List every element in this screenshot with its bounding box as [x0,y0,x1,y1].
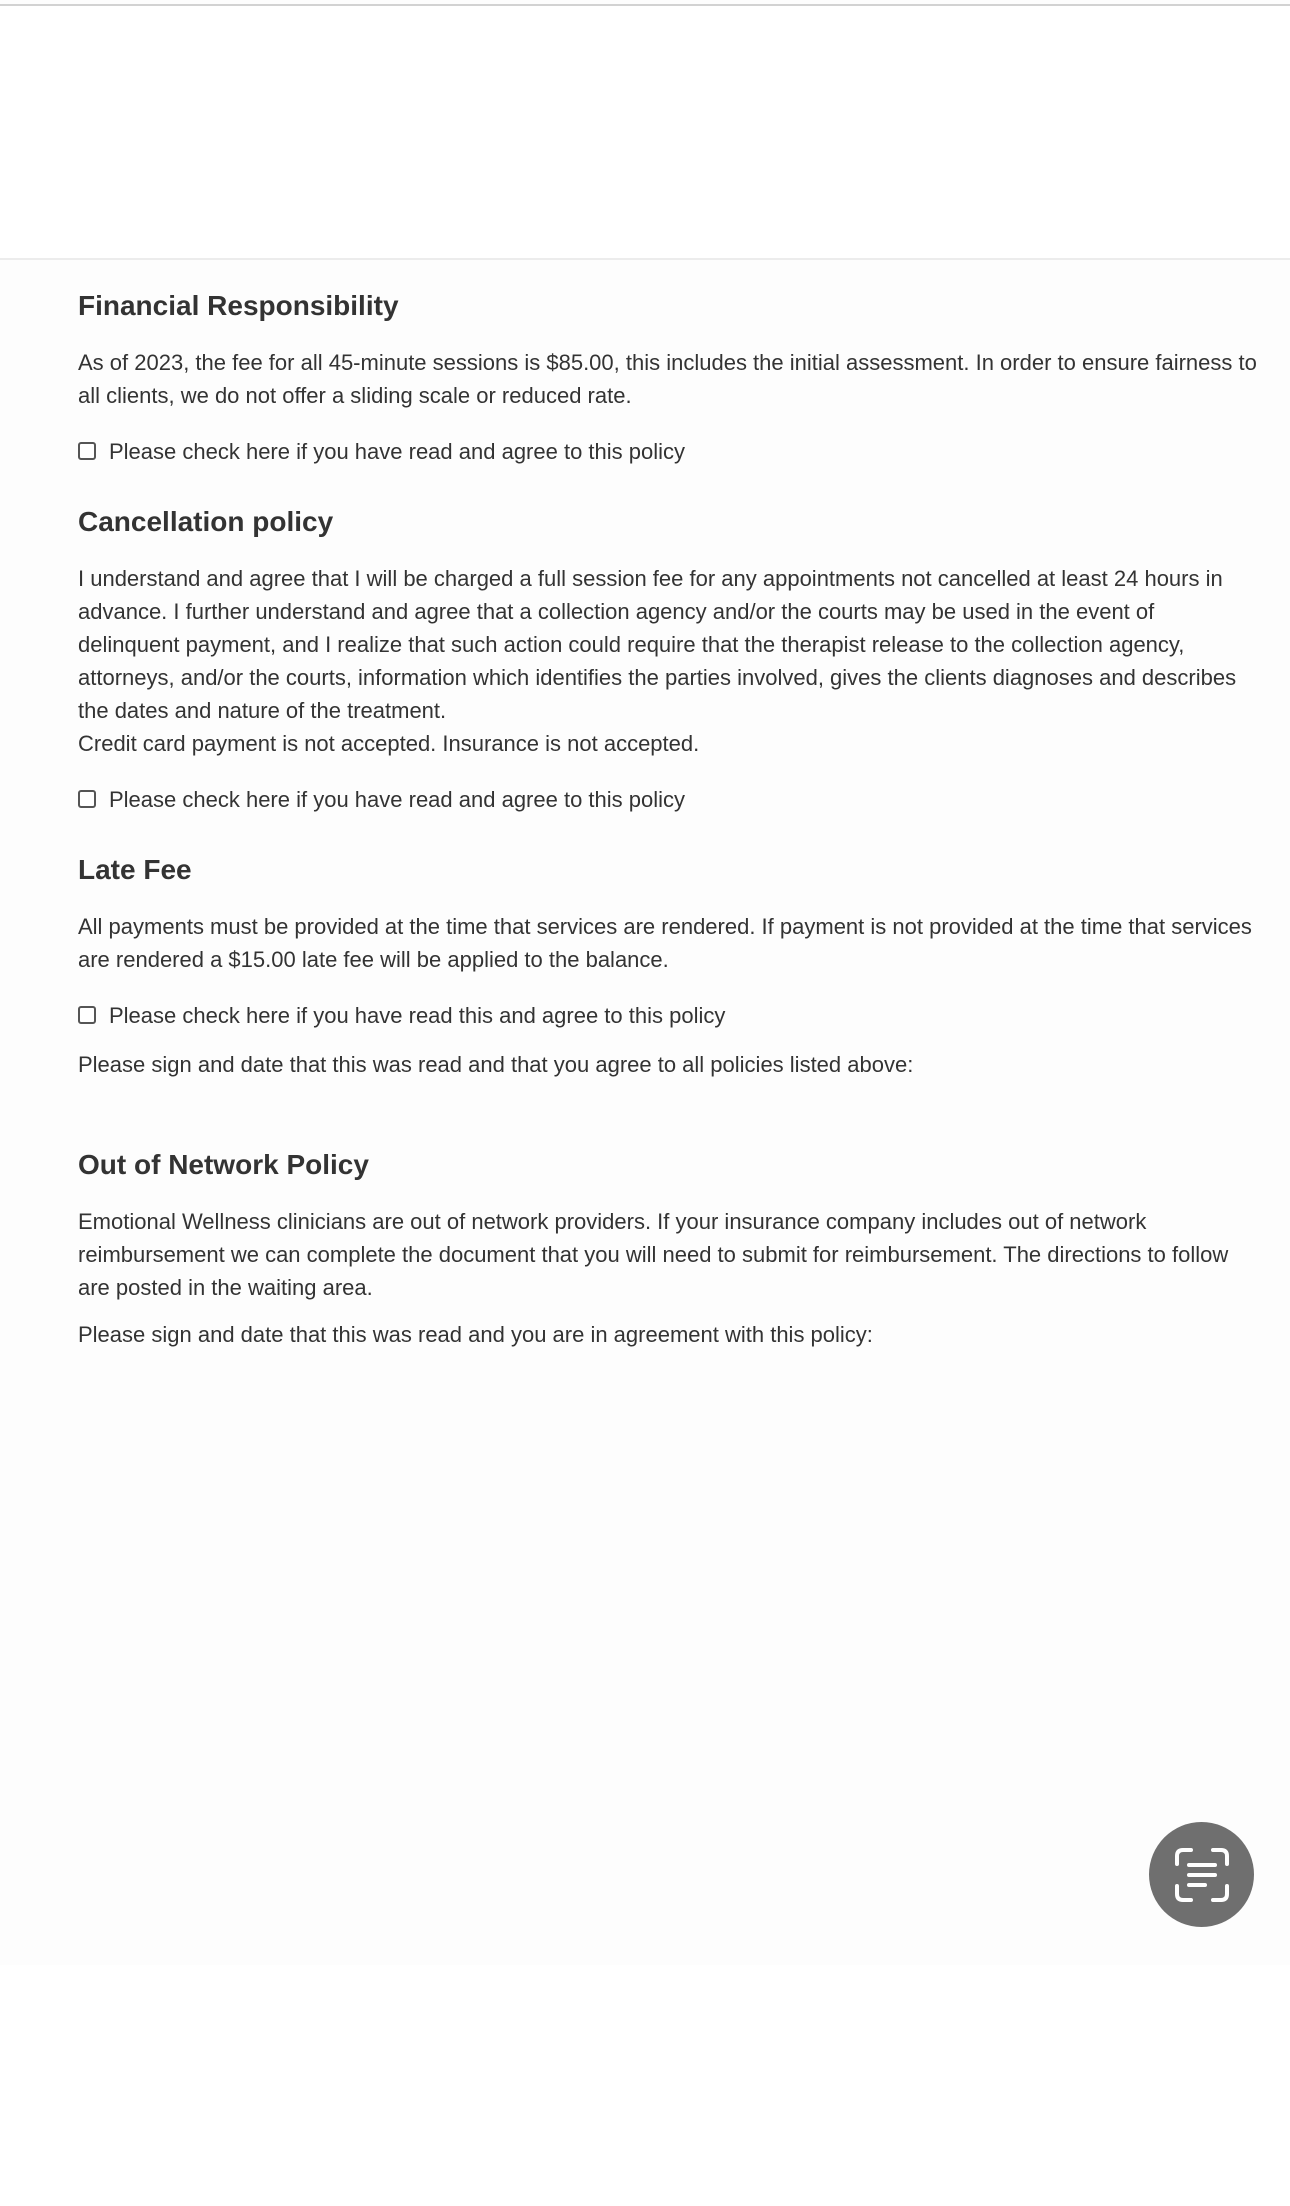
out-of-network-section [78,1145,1258,1351]
section-body: All payments must be provided at the time that services are rendered. If payment is not provided at the time that services are rendered a $15.00 late fee will be applied to the balance. [78,914,1252,972]
section-title: Out of Network Policy [78,1149,369,1180]
cancellation-agree-row[interactable] [78,782,1258,816]
checkbox-label[interactable]: Please check here if you have read this and agree to this policy [109,1002,726,1028]
sign-instruction: Please sign and date that this was read and you are in agreement with this policy: [78,1322,873,1347]
section-title: Late Fee [78,854,192,885]
financial-section [78,286,1258,468]
section-body: I understand and agree that I will be charged a full session fee for any appointments not cancelled at least 24 hours in advance. I further understand and agree that a collection agency and/or the courts may be used in the event of delinquent payment, and I realize that such action could require that the therapist release to the collection agency, attorneys, and/or the courts, information which identifies the parties involved, gives the clients diagnoses and describes the dates and nature of the treatment. [78,566,1237,723]
bottom-area [0,1965,1290,2206]
checkbox-label[interactable]: Please check here if you have read and agree to this policy [109,786,686,812]
financial-agree-checkbox[interactable] [78,442,96,460]
header-area [0,6,1290,260]
financial-agree-row[interactable] [78,434,1258,468]
text-scan-button[interactable] [1149,1822,1254,1927]
text-scan-icon [1173,1846,1231,1904]
policy-content [78,286,1258,1385]
sign-instruction: Please sign and date that this was read and that you agree to all policies listed above: [78,1052,914,1077]
section-body: Emotional Wellness clinicians are out of network providers. If your insurance company includes out of network reimbursement we can complete the document that you will need to submit for reimbursement. The directions to follow are posted in the waiting area. [78,1209,1229,1300]
late-fee-agree-row[interactable] [78,998,1258,1032]
cancellation-agree-checkbox[interactable] [78,790,96,808]
section-body: As of 2023, the fee for all 45-minute sessions is $85.00, this includes the initial assessment. In order to ensure fairness to all clients, we do not offer a sliding scale or reduced rate. [78,350,1257,408]
late-fee-section [78,850,1258,1081]
checkbox-label[interactable]: Please check here if you have read and agree to this policy [109,438,686,464]
section-title: Financial Responsibility [78,290,399,321]
cancellation-section [78,502,1258,816]
late-fee-agree-checkbox[interactable] [78,1006,96,1024]
section-title: Cancellation policy [78,506,334,537]
section-body-note: Credit card payment is not accepted. Insurance is not accepted. [78,731,700,756]
